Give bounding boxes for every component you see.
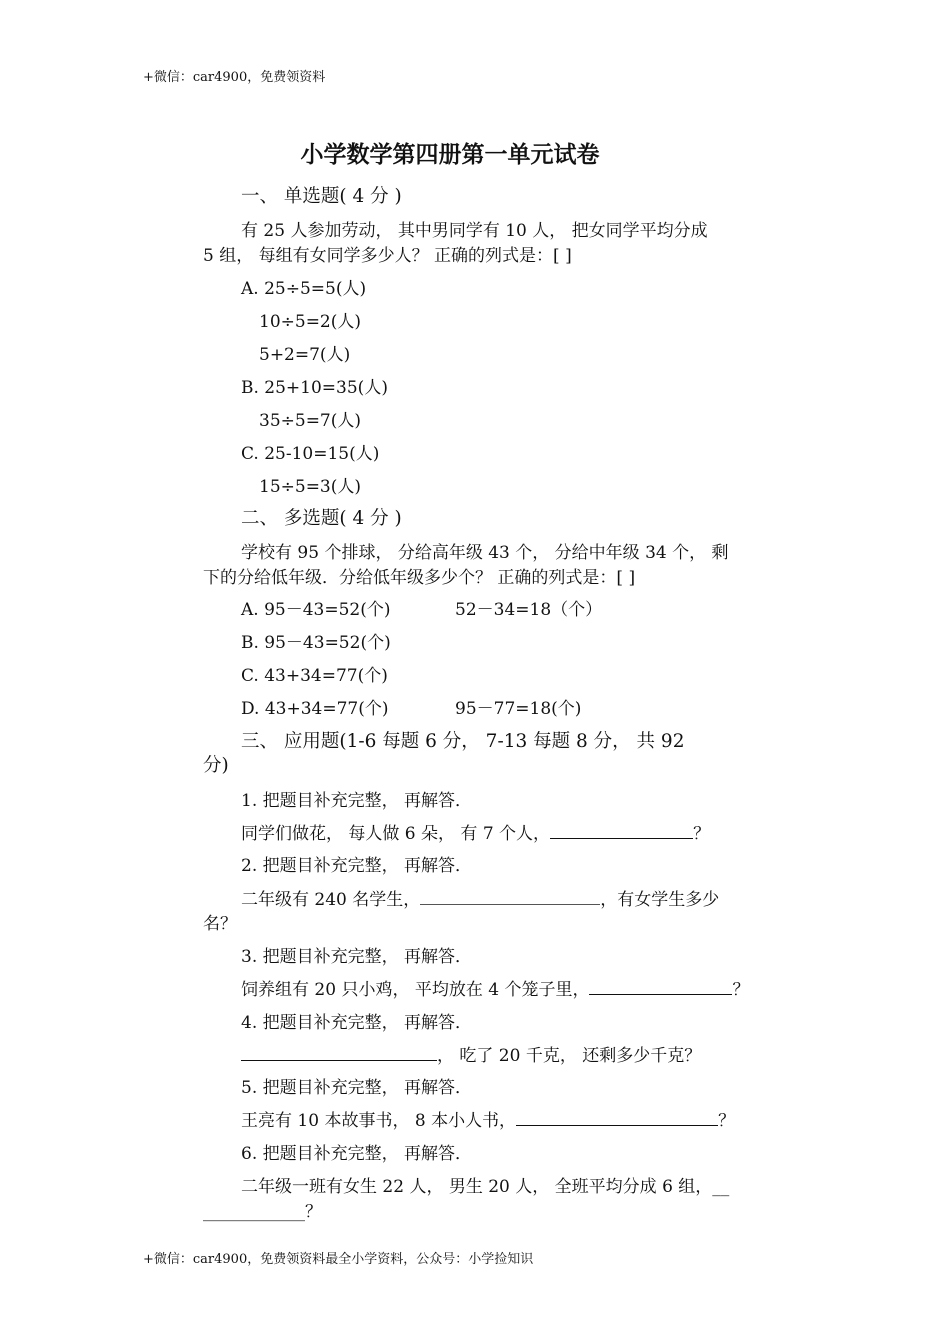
q2-after: ，有女学生多少 xyxy=(600,890,720,910)
q2-prompt: 2. 把题目补充完整， 再解答． xyxy=(241,856,473,876)
footer-watermark: +微信：car4900，免费领资料最全小学资料，公众号：小学捡知识 xyxy=(143,1252,534,1267)
q2-text-row xyxy=(241,885,719,910)
q4-text-row xyxy=(241,1041,701,1066)
section1-option-b: B. 25+10=35(人) xyxy=(241,378,388,398)
q5-prompt: 5. 把题目补充完整， 再解答． xyxy=(241,1078,473,1098)
section3-heading-line2: 分) xyxy=(203,755,229,776)
q2-answer-blank[interactable] xyxy=(420,887,600,905)
section2-option-d: D. 43+34=77(个) xyxy=(241,699,389,719)
q4-answer-blank[interactable] xyxy=(241,1043,437,1061)
section1-option-a-step2: 10÷5=2(人) xyxy=(259,312,362,332)
q3-answer-blank[interactable] xyxy=(589,977,732,995)
q3-text: 饲养组有 20 只小鸡， 平均放在 4 个笼子里， xyxy=(241,980,590,1000)
section1-option-a: A. 25÷5=5(人) xyxy=(241,279,367,299)
header-watermark: +微信：car4900，免费领资料 xyxy=(143,70,326,85)
q4-prompt: 4. 把题目补充完整， 再解答． xyxy=(241,1013,473,1033)
q5-text-row xyxy=(241,1106,735,1131)
q1-prompt: 1. 把题目补充完整， 再解答． xyxy=(241,791,473,811)
q4-after: ， 吃了 20 千克， 还剩多少千克？ xyxy=(437,1046,702,1066)
section1-option-b-step2: 35÷5=7(人) xyxy=(259,411,362,431)
q5-end: ？ xyxy=(718,1111,736,1131)
section1-option-c: C. 25-10=15(人) xyxy=(241,444,380,464)
q3-end: ？ xyxy=(732,980,750,1000)
q6-text: 二年级一班有女生 22 人， 男生 20 人， 全班平均分成 6 组，__ xyxy=(241,1177,730,1197)
q6-prompt: 6. 把题目补充完整， 再解答． xyxy=(241,1144,473,1164)
q1-text: 同学们做花， 每人做 6 朵， 有 7 个人， xyxy=(241,824,551,844)
section1-option-c-step2: 15÷5=3(人) xyxy=(259,477,362,497)
section1-heading: 一、 单选题( 4 分 ) xyxy=(241,186,402,207)
section2-option-b: B. 95－43=52(个) xyxy=(241,633,391,653)
section1-option-a-step3: 5+2=7(人) xyxy=(259,345,351,365)
q6-line2: ____________？ xyxy=(203,1202,322,1222)
q2-line2: 名？ xyxy=(203,914,237,934)
q5-text: 王亮有 10 本故事书， 8 本小人书， xyxy=(241,1111,517,1131)
q1-answer-blank[interactable] xyxy=(550,821,693,839)
section2-option-a: A. 95－43=52(个) xyxy=(241,600,391,620)
section2-option-d-step2: 95－77=18(个) xyxy=(455,699,582,719)
section2-option-c: C. 43+34=77(个) xyxy=(241,666,388,686)
section2-option-a-step2: 52－34=18（个） xyxy=(455,600,603,620)
section1-question-line2: 5 组， 每组有女同学多少人？ 正确的列式是：[ ] xyxy=(203,246,572,266)
q1-text-row xyxy=(241,819,710,844)
page-title: 小学数学第四册第一单元试卷 xyxy=(300,141,600,168)
section3-heading-line1: 三、 应用题(1-6 每题 6 分， 7-13 每题 8 分， 共 92 xyxy=(241,731,685,752)
section2-question-line2: 下的分给低年级．分给低年级多少个？ 正确的列式是：[ ] xyxy=(203,568,636,588)
section1-question-line1: 有 25 人参加劳动， 其中男同学有 10 人， 把女同学平均分成 xyxy=(241,221,708,241)
q3-text-row xyxy=(241,975,749,1000)
q3-prompt: 3. 把题目补充完整， 再解答． xyxy=(241,947,473,967)
section2-question-line1: 学校有 95 个排球， 分给高年级 43 个， 分给中年级 34 个， 剩 xyxy=(241,543,729,563)
q1-end: ？ xyxy=(693,824,711,844)
q5-answer-blank[interactable] xyxy=(516,1108,718,1126)
q2-text: 二年级有 240 名学生， xyxy=(241,890,421,910)
section2-heading: 二、 多选题( 4 分 ) xyxy=(241,508,402,529)
